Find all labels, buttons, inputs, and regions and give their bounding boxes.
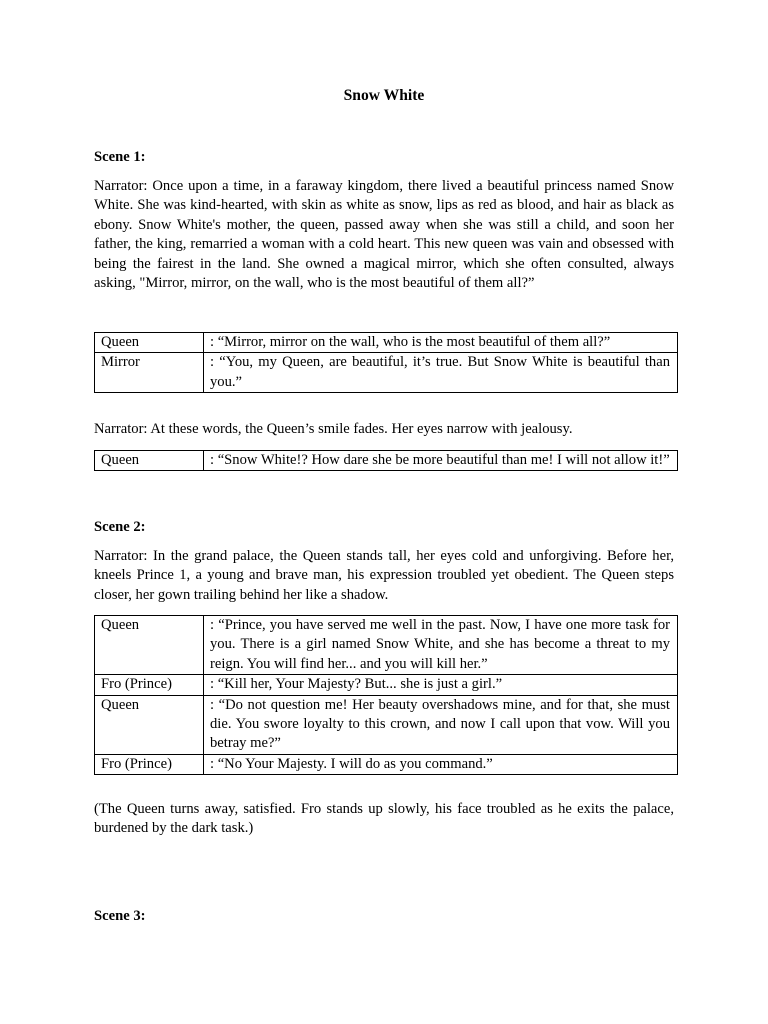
scene-2-narration: Narrator: In the grand palace, the Queen stands tall, her eyes cold and unforgiving. Before her, kneels Prince 1, a young and brave man, his expression troubled yet obedient. The Queen steps closer, her gown trailing behind her like a shadow. [94,548,674,603]
speaker-cell: Queen [95,616,204,675]
speaker-cell: Mirror [95,353,204,393]
scene-3-heading: Scene 3: [94,908,146,924]
scene-2-heading: Scene 2: [94,519,146,535]
line-cell: : “Prince, you have served me well in the past. Now, I have one more task for you. There is a girl named Snow White, and she has become a threat to my reign. You will find her... and you will kill her.” [204,616,678,675]
dialogue-row [95,451,678,471]
scene-1-dialogue-table-2 [94,450,678,471]
line-cell: : “Do not question me! Her beauty overshadows mine, and for that, she must die. You swore loyalty to this crown, and now I call upon that vow. Will you betray me?” [204,695,678,754]
scene-2-dialogue-table [94,615,678,775]
speaker-cell: Fro (Prince) [95,754,204,774]
scene-1-narration-2: Narrator: At these words, the Queen’s smile fades. Her eyes narrow with jealousy. [94,421,573,437]
dialogue-row [95,353,678,393]
line-cell: : “Kill her, Your Majesty? But... she is just a girl.” [204,675,678,695]
line-cell: : “No Your Majesty. I will do as you command.” [204,754,678,774]
speaker-cell: Queen [95,695,204,754]
speaker-cell: Fro (Prince) [95,675,204,695]
speaker-cell: Queen [95,451,204,471]
speaker-cell: Queen [95,333,204,353]
scene-1-narration: Narrator: Once upon a time, in a faraway kingdom, there lived a beautiful princess named Snow White. She was kind-hearted, with skin as white as snow, lips as red as blood, and hair as black as ebony. Snow White's mother, the queen, passed away when she was still a child, and soon her father, the king, remarried a woman with a cold heart. This new queen was vain and obsessed with being the fairest in the land. She owned a magical mirror, which she often consulted, always asking, "Mirror, mirror, on the wall, who is the most beautiful of them all?” [94,178,674,292]
dialogue-row [95,754,678,774]
scene-1-dialogue-table-1 [94,332,678,393]
document-title: Snow White [343,87,425,104]
line-cell: : “You, my Queen, are beautiful, it’s true. But Snow White is beautiful than you.” [204,353,678,393]
dialogue-row [95,695,678,754]
scene-2-stage-direction: (The Queen turns away, satisfied. Fro stands up slowly, his face troubled as he exits the palace, burdened by the dark task.) [94,801,674,837]
dialogue-row [95,675,678,695]
line-cell: : “Snow White!? How dare she be more beautiful than me! I will not allow it!” [204,451,678,471]
line-cell: : “Mirror, mirror on the wall, who is the most beautiful of them all?” [204,333,678,353]
scene-1-heading: Scene 1: [94,149,146,165]
dialogue-row [95,616,678,675]
dialogue-row [95,333,678,353]
